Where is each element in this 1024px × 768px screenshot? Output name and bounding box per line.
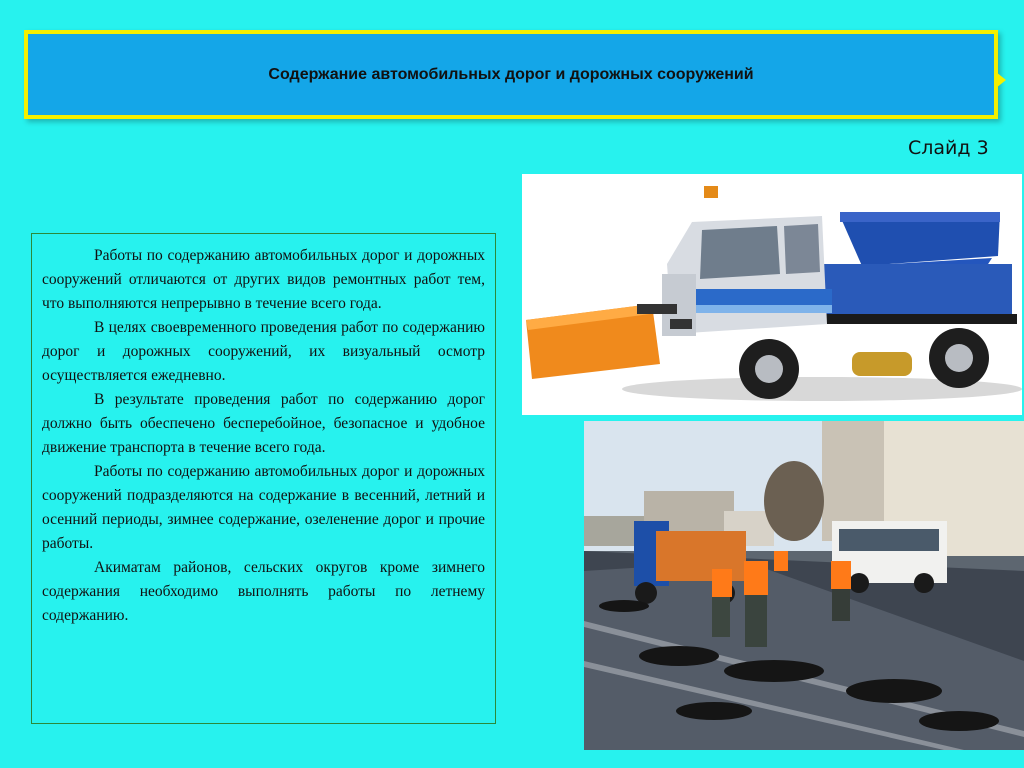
slide-title-bar — [24, 30, 998, 119]
paragraph-5: Акиматам районов, сельских округов кроме зимнего содержания необходимо выполнять работы по летнему содержанию. — [42, 559, 485, 624]
paragraph-2: В целях своевременного проведения работ по содержанию дорог и дорожных сооружений, их визуальный осмотр осуществляется ежедневно. — [42, 319, 485, 384]
truck-photo — [522, 174, 1022, 415]
slide-number: Слайд 3 — [908, 137, 989, 159]
body-text-box — [31, 233, 496, 724]
title-arrow-decoration — [996, 72, 1006, 88]
paragraph-1: Работы по содержанию автомобильных дорог и дорожных сооружений отличаются от других видов ремонтных работ тем, что выполняются непрерывно в течение всего года. — [42, 247, 485, 312]
road-repair-photo — [584, 421, 1024, 750]
paragraph-3: В результате проведения работ по содержанию дорог должно быть обеспечено бесперебойное, безопасное и удобное движение транспорта в течение всего года. — [42, 391, 485, 456]
truck-illustration — [522, 174, 1022, 415]
slide-title: Содержание автомобильных дорог и дорожных сооружений — [268, 65, 754, 83]
paragraph-4: Работы по содержанию автомобильных дорог и дорожных сооружений подразделяются на содержание в весенний, летний и осенний периоды, зимнее содержание, озеленение дорог и прочие работы. — [42, 463, 485, 552]
road-repair-illustration — [584, 421, 1024, 750]
